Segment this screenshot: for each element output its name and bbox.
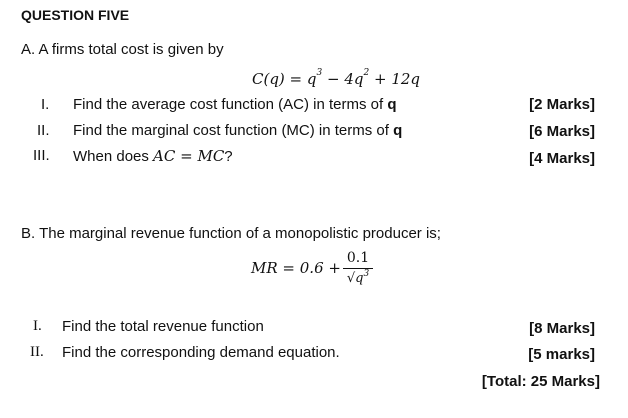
- item-a3-question: [73, 147, 233, 165]
- item-a3-math: AC = MC: [153, 147, 225, 165]
- part-a-label: A. A firms total cost is given by: [21, 41, 224, 58]
- item-b1-numeral: I.: [33, 318, 42, 334]
- item-a3-numeral: III.: [33, 147, 50, 164]
- item-a3-marks: [4 Marks]: [529, 150, 595, 167]
- item-a1-bold: q: [387, 96, 397, 113]
- eq-a-rhs: + 12q: [369, 70, 421, 88]
- question-title: QUESTION FIVE: [21, 7, 130, 23]
- fraction-numerator: 0.1: [346, 250, 370, 266]
- item-b1-marks: [8 Marks]: [529, 320, 595, 337]
- item-a2-numeral: II.: [37, 122, 50, 139]
- item-a2-bold: q: [393, 122, 403, 139]
- part-b-label: B. The marginal revenue function of a monopolistic producer is;: [21, 225, 441, 242]
- eq-a-exp2: 2: [363, 68, 370, 78]
- item-a2-text: Find the marginal cost function (MC) in terms of: [73, 122, 394, 139]
- item-a1-marks: [2 Marks]: [529, 96, 595, 113]
- item-b2-text: Find the corresponding demand equation.: [62, 344, 340, 361]
- mr-equation-lhs: [251, 259, 341, 277]
- item-a1-numeral: I.: [41, 96, 50, 113]
- item-a1-question: [73, 96, 396, 113]
- item-b1-text: Find the total revenue function: [62, 318, 264, 335]
- total-marks: [Total: 25 Marks]: [481, 373, 600, 390]
- item-b2-numeral: II.: [30, 344, 44, 360]
- item-a2-marks: [6 Marks]: [529, 123, 595, 140]
- mr-equation-fraction: [343, 250, 373, 286]
- item-a2-question: [73, 122, 402, 139]
- fraction-denominator: [343, 271, 373, 286]
- eq-a-exp1: 3: [316, 68, 323, 78]
- item-a3-text: When does: [73, 148, 154, 165]
- item-b2-marks: [5 marks]: [528, 346, 595, 363]
- item-a1-text: Find the average cost function (AC) in terms of: [73, 96, 388, 113]
- eq-b-lhs: MR = 0.6 +: [251, 259, 341, 277]
- total-cost-equation: [252, 70, 420, 88]
- eq-a-mid: − 4q: [322, 70, 364, 88]
- eq-a-lhs: C(q) = q: [252, 70, 317, 88]
- item-a3-post: ?: [224, 148, 233, 165]
- den-exp: 3: [363, 269, 370, 279]
- den-root: √q: [346, 271, 364, 286]
